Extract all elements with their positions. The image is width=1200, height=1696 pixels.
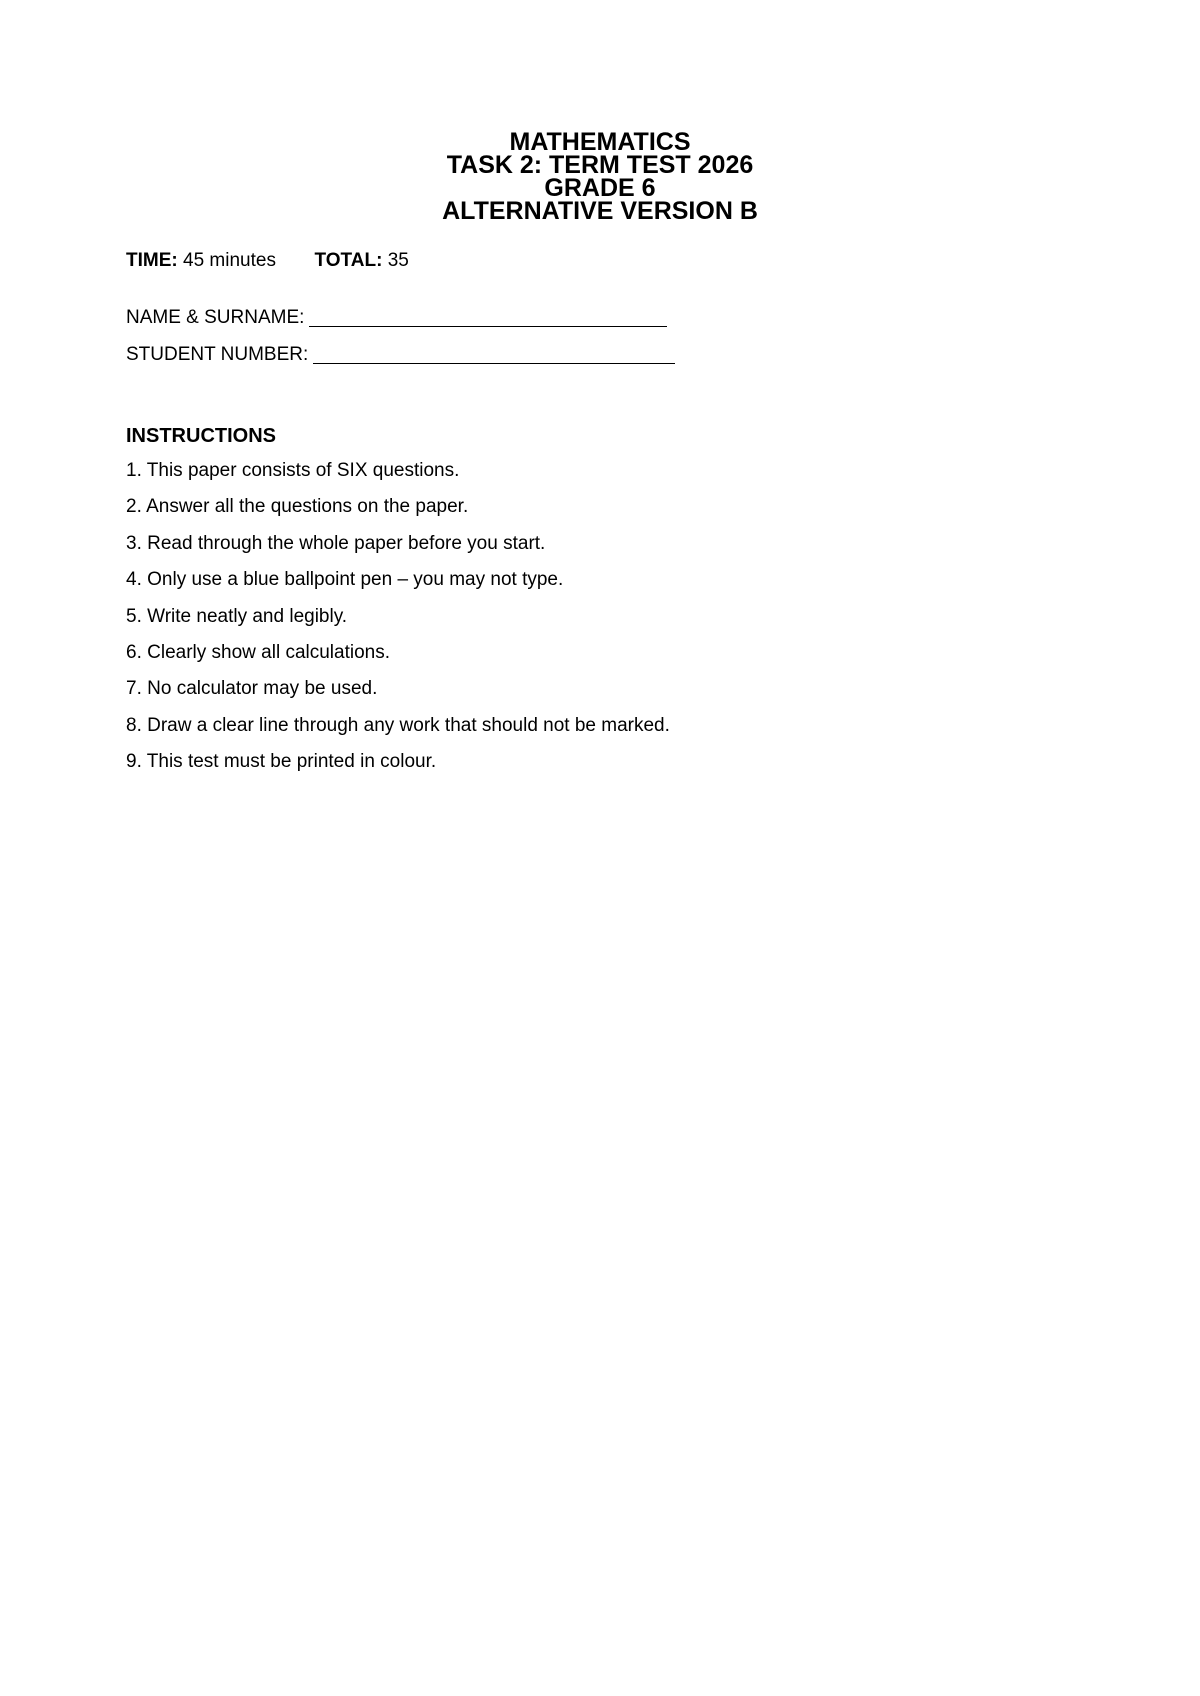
- student-number-field: [126, 343, 675, 367]
- version-title: ALTERNATIVE VERSION B: [442, 197, 758, 225]
- grade-title: GRADE 6: [544, 174, 656, 202]
- name-surname-blank[interactable]: [309, 326, 667, 327]
- instruction-item: 7. No calculator may be used.: [126, 678, 378, 700]
- instructions-heading: INSTRUCTIONS: [126, 425, 276, 447]
- subject-title: MATHEMATICS: [509, 128, 691, 156]
- instruction-item: 3. Read through the whole paper before you start.: [126, 532, 546, 554]
- instruction-item: 9. This test must be printed in colour.: [126, 751, 437, 773]
- task-title: TASK 2: TERM TEST 2026: [446, 151, 754, 179]
- name-surname-label: NAME & SURNAME:: [126, 307, 305, 328]
- instruction-item: 1. This paper consists of SIX questions.: [126, 460, 460, 481]
- time-value: 45 minutes: [183, 250, 276, 271]
- time-total-line: [126, 249, 409, 273]
- student-number-label: STUDENT NUMBER:: [126, 344, 309, 365]
- instructions-list: [126, 459, 670, 787]
- total-value: 35: [387, 250, 409, 271]
- total-label: TOTAL:: [314, 250, 383, 271]
- instruction-item: 4. Only use a blue ballpoint pen – you may not type.: [126, 569, 564, 591]
- instruction-item: 2. Answer all the questions on the paper.: [126, 496, 469, 518]
- name-surname-field: [126, 306, 667, 330]
- instruction-item: 5. Write neatly and legibly.: [126, 605, 348, 627]
- title-block: [0, 128, 1200, 225]
- time-label: TIME:: [126, 250, 178, 271]
- instruction-item: 6. Clearly show all calculations.: [126, 641, 391, 663]
- instruction-item: 8. Draw a clear line through any work that should not be marked.: [126, 714, 670, 736]
- student-number-blank[interactable]: [313, 363, 675, 364]
